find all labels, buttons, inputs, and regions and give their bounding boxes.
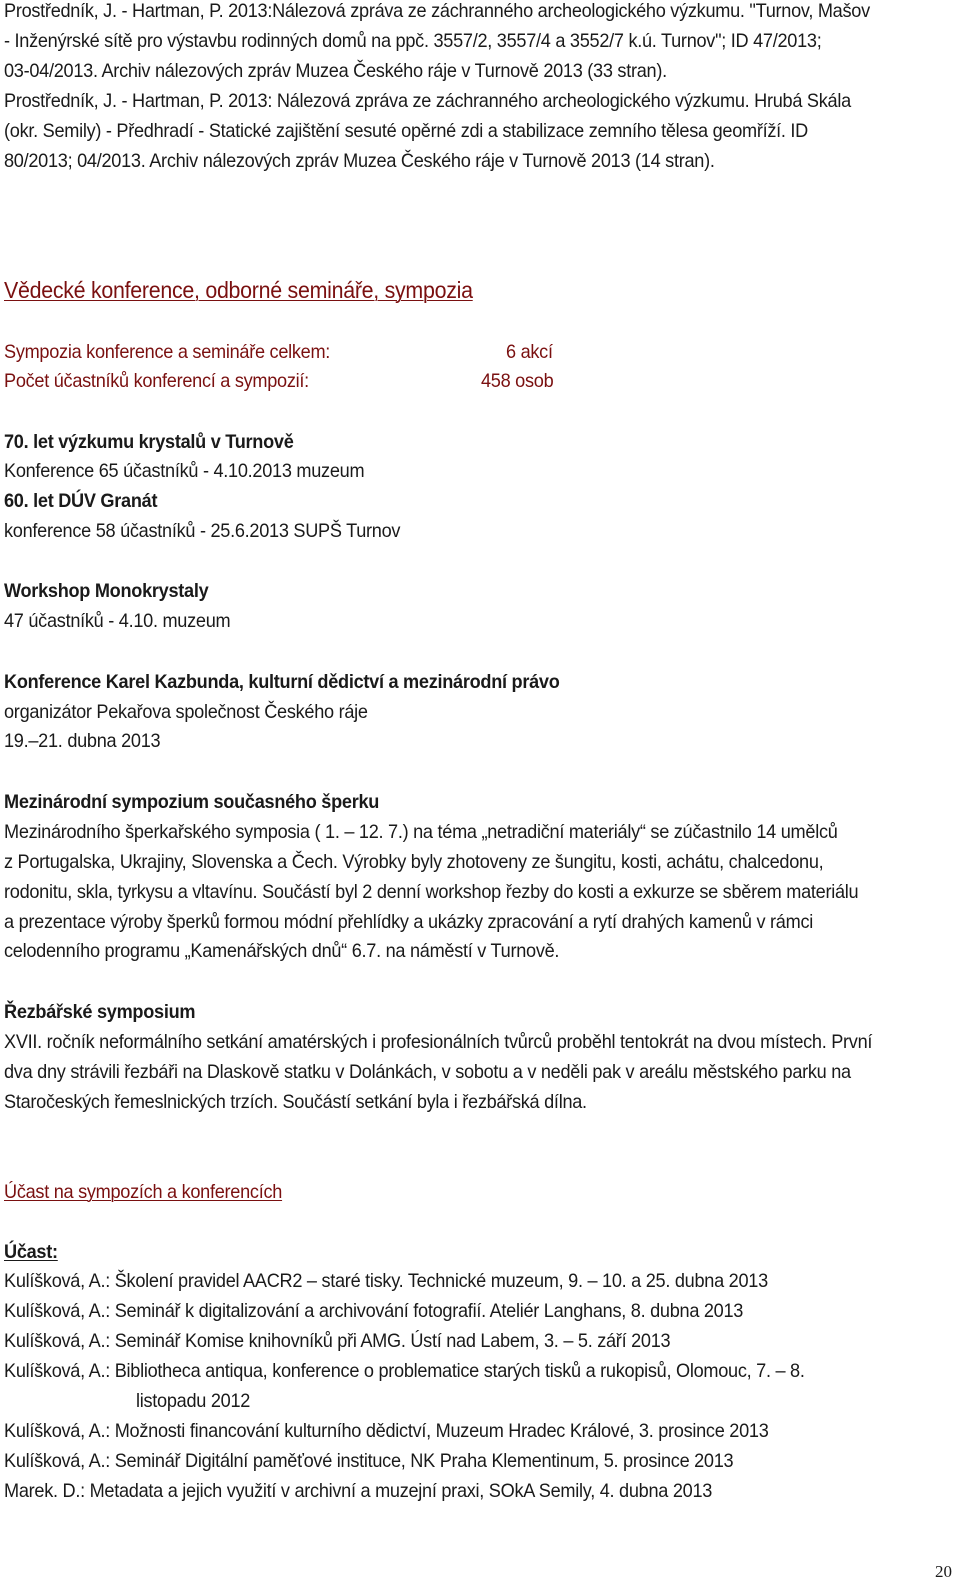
paragraph-line: z Portugalska, Ukrajiny, Slovenska a Čech. Výrobky byly zhotoveny ze šungitu, kosti, achátu, chalcedonu, [4, 851, 824, 873]
paragraph-line: celodenního programu „Kamenářských dnů“ 6.7. na náměstí v Turnově. [4, 940, 560, 962]
reference-line: Prostředník, J. - Hartman, P. 2013:Nálezová zpráva ze záchranného archeologického výzkumu. "Turnov, Mašov [4, 0, 870, 22]
paragraph-line: Staročeských řemeslnických trzích. Součástí setkání byla i řezbářská dílna. [4, 1091, 587, 1113]
section-heading-conferences: Vědecké konference, odborné semináře, sympozia [4, 277, 473, 303]
reference-line: (okr. Semily) - Předhradí - Statické zajištění sesuté opěrné zdi a stabilizace zemního tělesa geomříží. ID [4, 120, 808, 142]
event-title-krystal: 70. let výzkumu krystalů v Turnově [4, 431, 294, 453]
paragraph-line: Mezinárodního šperkařského symposia ( 1. – 12. 7.) na téma „netradiční materiály“ se zúčastnilo 14 umělců [4, 821, 838, 843]
participation-item: Kulíšková, A.: Možnosti financování kulturního dědictví, Muzeum Hradec Králové, 3. prosince 2013 [4, 1420, 769, 1442]
participation-item: Marek. D.: Metadata a jejich využití v archivní a muzejní praxi, SOkA Semily, 4. dubna 2013 [4, 1480, 713, 1502]
participation-item: Kulíšková, A.: Bibliotheca antiqua, konference o problematice starých tisků a rukopisů, Olomouc, 7. – 8. [4, 1360, 805, 1382]
event-title-kazbunda: Konference Karel Kazbunda, kulturní dědictví a mezinárodní právo [4, 671, 560, 693]
participation-item-continuation: listopadu 2012 [136, 1390, 251, 1412]
participation-item: Kulíšková, A.: Školení pravidel AACR2 – staré tisky. Technické muzeum, 9. – 10. a 25. dubna 2013 [4, 1270, 768, 1292]
event-title-workshop: Workshop Monokrystaly [4, 580, 209, 602]
paragraph-line: XVII. ročník neformálního setkání amatérských i profesionálních tvůrců proběhl tentokrát na dvou místech. První [4, 1031, 873, 1053]
paragraph-line: dva dny strávili řezbáři na Dlaskově statku v Dolánkách, v sobotu a v neděli pak v areálu městského parku na [4, 1061, 851, 1083]
event-title-granat: 60. let DÚV Granát [4, 490, 158, 512]
summary-label-events: Sympozia konference a semináře celkem: [4, 341, 331, 363]
reference-line: - Inženýrské sítě pro výstavbu rodinných domů na ppč. 3557/2, 3557/4 a 3552/7 k.ú. Turnov"; ID 47/2013; [4, 30, 822, 52]
reference-line: Prostředník, J. - Hartman, P. 2013: Nálezová zpráva ze záchranného archeologického výzkumu. Hrubá Skála [4, 90, 851, 112]
participation-item: Kulíšková, A.: Seminář Komise knihovníků při AMG. Ústí nad Labem, 3. – 5. září 2013 [4, 1330, 671, 1352]
section-heading-participation: Účast na sympozích a konferencích [4, 1181, 283, 1203]
event-detail-workshop: 47 účastníků - 4.10. muzeum [4, 610, 231, 632]
summary-label-participants: Počet účastníků konferencí a sympozií: [4, 370, 309, 392]
reference-line: 80/2013; 04/2013. Archiv nálezových zpráv Muzea Českého ráje v Turnově 2013 (14 stran). [4, 150, 715, 172]
participation-subheading: Účast: [4, 1241, 58, 1263]
event-detail-granat: konference 58 účastníků - 25.6.2013 SUPŠ Turnov [4, 520, 401, 542]
reference-line: 03-04/2013. Archiv nálezových zpráv Muzea Českého ráje v Turnově 2013 (33 stran). [4, 60, 667, 82]
page-number: 20 [935, 1562, 952, 1581]
summary-value-participants: 458 osob [481, 370, 554, 392]
paragraph-line: a prezentace výroby šperků formou módní přehlídky a ukázky zpracování a rytí drahých kamenů v rámci [4, 911, 813, 933]
paragraph-line: rodonitu, skla, tyrkysu a vltavínu. Součástí byl 2 denní workshop řezby do kosti a exkurze se sběrem materiálu [4, 881, 859, 903]
participation-item: Kulíšková, A.: Seminář k digitalizování a archivování fotografií. Ateliér Langhans, 8. dubna 2013 [4, 1300, 744, 1322]
event-title-carving: Řezbářské symposium [4, 1001, 196, 1023]
event-organizer-kazbunda: organizátor Pekařova společnost Českého ráje [4, 701, 368, 723]
event-detail-krystal: Konference 65 účastníků - 4.10.2013 muzeum [4, 460, 365, 482]
participation-item: Kulíšková, A.: Seminář Digitální paměťové instituce, NK Praha Klementinum, 5. prosince 2013 [4, 1450, 734, 1472]
event-title-jewelry: Mezinárodní sympozium současného šperku [4, 791, 380, 813]
summary-value-events: 6 akcí [506, 341, 553, 363]
event-date-kazbunda: 19.–21. dubna 2013 [4, 730, 161, 752]
